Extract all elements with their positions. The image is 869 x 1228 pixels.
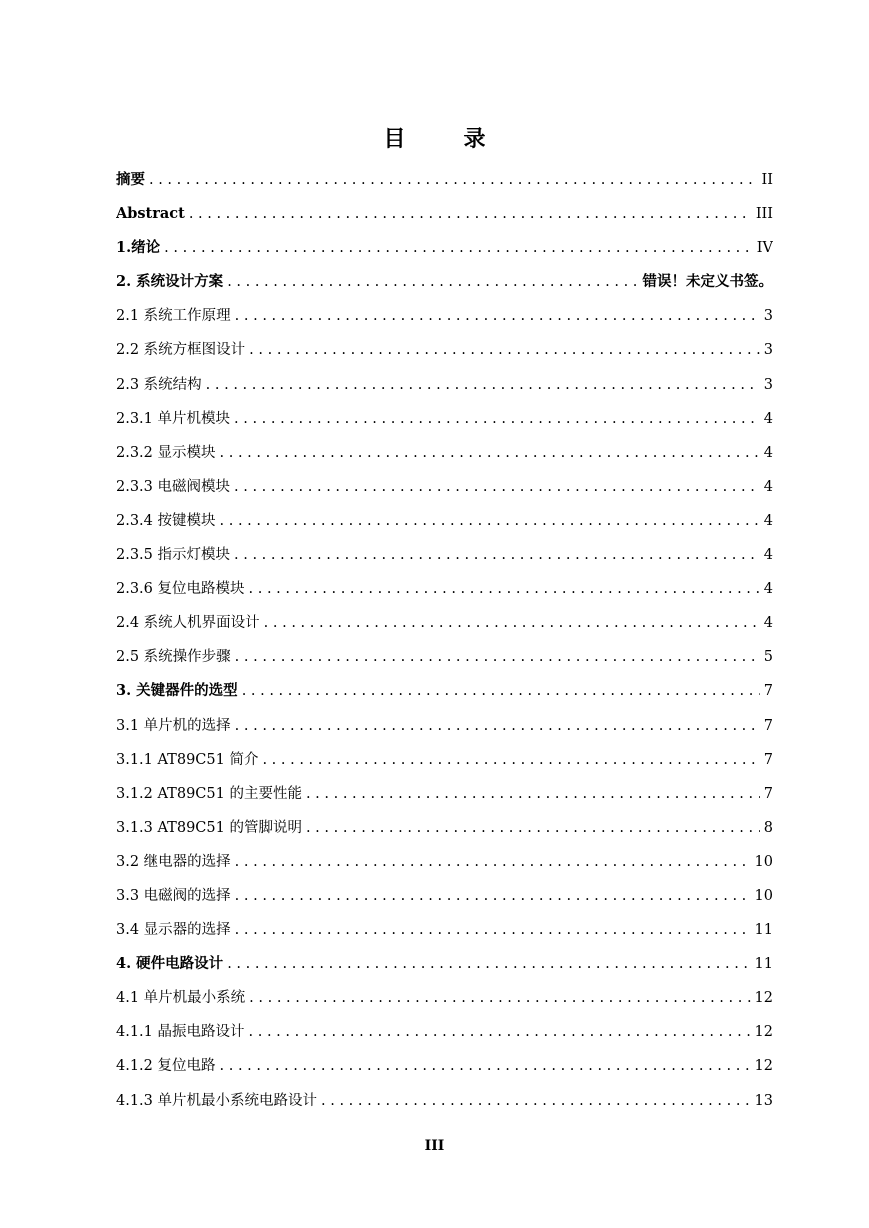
toc-entry-page: 12 [754, 1024, 773, 1041]
toc-dot-leader [242, 674, 760, 708]
toc-dot-leader [234, 538, 760, 572]
toc-entry-label: 3.1.2 AT89C51 的主要性能 [116, 785, 302, 802]
toc-entry-page: II [761, 172, 773, 188]
toc-entry-page: 5 [763, 649, 773, 666]
toc-dot-leader [249, 1015, 751, 1049]
toc-entry[interactable] [116, 777, 773, 811]
toc-entry-page: 3 [763, 342, 773, 359]
toc-entry-label: 2.3.2 显示模块 [116, 444, 216, 461]
toc-dot-leader [227, 265, 638, 299]
toc-entry-page: 4 [763, 581, 773, 598]
toc-entry[interactable] [116, 402, 773, 436]
toc-dot-leader [235, 913, 751, 947]
toc-dot-leader [234, 470, 760, 504]
page-title: 目 录 [383, 126, 504, 152]
toc-entry[interactable] [116, 504, 773, 538]
toc-entry-label: Abstract [116, 205, 185, 223]
toc-entry-label: 2. 系统设计方案 [116, 273, 224, 291]
toc-entry-label: 4. 硬件电路设计 [116, 955, 224, 973]
toc-dot-leader [220, 436, 760, 470]
toc-entry[interactable] [116, 299, 773, 333]
toc-entry-label: 3.4 显示器的选择 [116, 922, 231, 939]
toc-entry-page: 10 [754, 887, 773, 904]
toc-entry[interactable] [116, 811, 773, 845]
toc-entry-page: 7 [763, 683, 773, 700]
toc-entry-page: 4 [763, 478, 773, 495]
toc-dot-leader [262, 743, 759, 777]
toc-entry-label: 1.绪论 [116, 239, 161, 257]
toc-entry[interactable] [116, 1049, 773, 1083]
toc-entry[interactable] [116, 674, 773, 708]
toc-entry-page: 4 [763, 410, 773, 427]
toc-entry-page: 4 [763, 615, 773, 632]
toc-dot-leader [306, 777, 760, 811]
toc-entry-page: 7 [763, 785, 773, 802]
toc-entry[interactable] [116, 913, 773, 947]
toc-dot-leader [249, 333, 760, 367]
toc-entry-page: 12 [754, 990, 773, 1007]
toc-entry[interactable] [116, 606, 773, 640]
toc-entry-label: 2.3.6 复位电路模块 [116, 581, 245, 598]
toc-entry[interactable] [116, 1084, 773, 1118]
toc-entry-page: 4 [763, 547, 773, 564]
toc-dot-leader [235, 640, 760, 674]
toc-entry-label: 2.3.4 按键模块 [116, 512, 216, 529]
toc-dot-leader [235, 879, 751, 913]
toc-entry[interactable] [116, 1015, 773, 1049]
toc-entry[interactable] [116, 879, 773, 913]
toc-entry-page: 12 [754, 1058, 773, 1075]
toc-entry-page: 7 [763, 751, 773, 768]
toc-entry[interactable] [116, 231, 773, 265]
toc-entry-label: 2.5 系统操作步骤 [116, 649, 231, 666]
toc-entry-page: 7 [763, 717, 773, 734]
toc-entry-label: 摘要 [116, 171, 145, 188]
toc-entry[interactable] [116, 265, 773, 299]
toc-entry[interactable] [116, 640, 773, 674]
toc-entry[interactable] [116, 538, 773, 572]
toc-entry-page: 4 [763, 512, 773, 529]
toc-entry[interactable] [116, 947, 773, 981]
toc-dot-leader [321, 1084, 751, 1118]
toc-entry-label: 4.1 单片机最小系统 [116, 990, 246, 1007]
toc-entry-page: 13 [754, 1092, 773, 1109]
toc-dot-leader [189, 197, 752, 231]
toc-entry-page: 11 [754, 922, 773, 939]
toc-entry-label: 2.2 系统方框图设计 [116, 342, 246, 359]
toc-dot-leader [264, 606, 760, 640]
toc-entry[interactable] [116, 163, 773, 197]
toc-entry-label: 3.1 单片机的选择 [116, 717, 231, 734]
toc-entry-page: 4 [763, 444, 773, 461]
toc-entry-label: 2.3.3 电磁阀模块 [116, 478, 231, 495]
toc-entry-label: 4.1.1 晶振电路设计 [116, 1024, 245, 1041]
toc-dot-leader [206, 368, 760, 402]
toc-entry-label: 4.1.3 单片机最小系统电路设计 [116, 1092, 318, 1109]
toc-dot-leader [249, 981, 750, 1015]
toc-entry-label: 4.1.2 复位电路 [116, 1058, 216, 1075]
toc-dot-leader [164, 231, 753, 265]
toc-dot-leader [306, 811, 760, 845]
table-of-contents [116, 163, 773, 1118]
toc-dot-leader [235, 845, 751, 879]
toc-entry[interactable] [116, 197, 773, 231]
toc-dot-leader [235, 299, 760, 333]
page-number: III [424, 1138, 445, 1154]
toc-entry-label: 3.1.1 AT89C51 简介 [116, 751, 259, 768]
toc-entry-page: 10 [754, 853, 773, 870]
toc-dot-leader [220, 504, 760, 538]
toc-entry-label: 2.4 系统人机界面设计 [116, 615, 260, 632]
toc-entry-page: 错误！未定义书签。 [642, 273, 773, 291]
toc-entry-page: 8 [763, 819, 773, 836]
toc-dot-leader [227, 947, 750, 981]
toc-dot-leader [220, 1049, 751, 1083]
toc-entry[interactable] [116, 333, 773, 367]
toc-entry-label: 3. 关键器件的选型 [116, 682, 238, 700]
toc-entry-label: 2.3 系统结构 [116, 376, 202, 393]
toc-dot-leader [235, 709, 760, 743]
toc-entry-label: 2.3.5 指示灯模块 [116, 547, 231, 564]
toc-entry-page: 11 [754, 956, 773, 973]
toc-entry[interactable] [116, 743, 773, 777]
toc-entry-label: 2.3.1 单片机模块 [116, 410, 231, 427]
toc-entry-label: 2.1 系统工作原理 [116, 308, 231, 325]
toc-dot-leader [249, 572, 760, 606]
toc-entry[interactable] [116, 981, 773, 1015]
toc-entry[interactable] [116, 368, 773, 402]
toc-entry-page: IV [756, 240, 773, 257]
toc-entry[interactable] [116, 845, 773, 879]
toc-entry-page: 3 [763, 308, 773, 325]
toc-entry-label: 3.2 继电器的选择 [116, 853, 231, 870]
toc-entry[interactable] [116, 572, 773, 606]
toc-entry-page: III [755, 206, 773, 223]
toc-dot-leader [234, 402, 760, 436]
toc-dot-leader [149, 163, 758, 197]
toc-entry-label: 3.1.3 AT89C51 的管脚说明 [116, 819, 302, 836]
toc-entry-label: 3.3 电磁阀的选择 [116, 887, 231, 904]
toc-entry[interactable] [116, 436, 773, 470]
toc-entry-page: 3 [763, 376, 773, 393]
toc-entry[interactable] [116, 709, 773, 743]
toc-entry[interactable] [116, 470, 773, 504]
